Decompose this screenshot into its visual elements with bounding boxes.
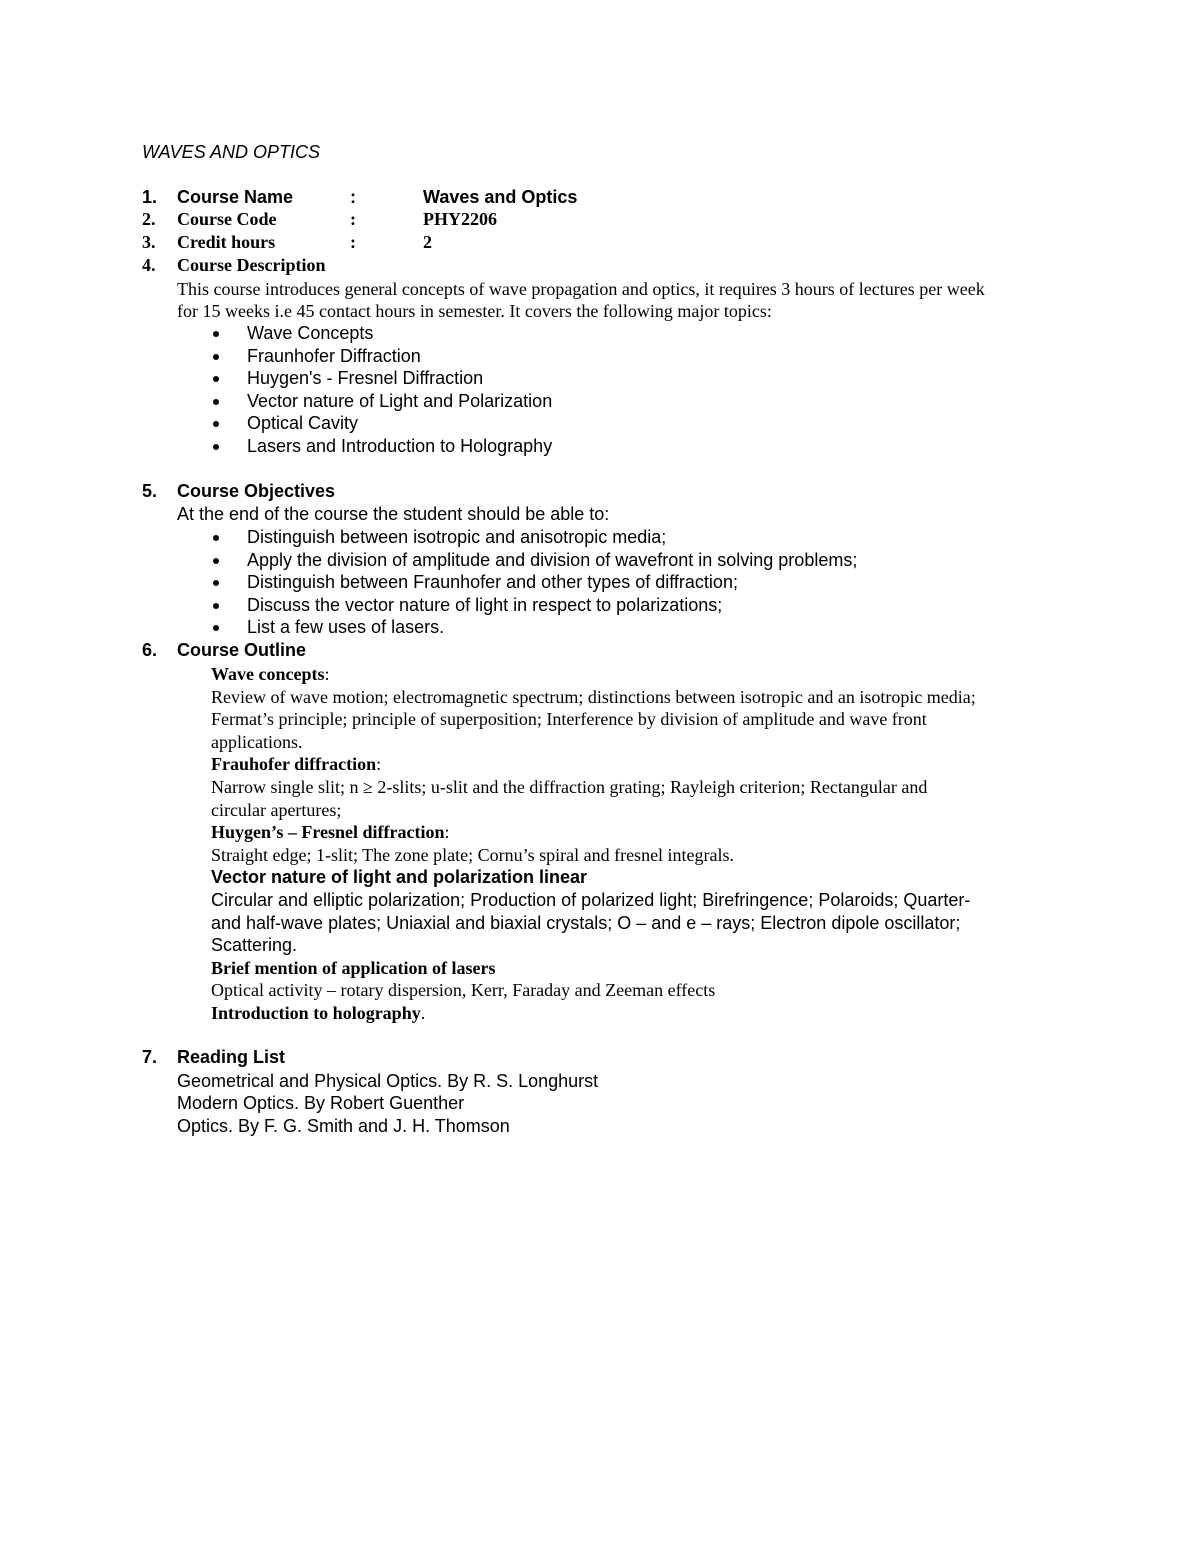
info-colon: : (350, 232, 356, 252)
section-heading-outline: Course Outline (177, 640, 307, 660)
info-colon: : (350, 209, 356, 229)
item-number: 1. (142, 187, 158, 207)
info-label: Course Code (177, 209, 277, 229)
outline-line: and half-wave plates; Uniaxial and biaxial crystals; O – and e – rays; Electron dipole oscillator; (211, 913, 961, 933)
info-label: Credit hours (177, 232, 276, 252)
outline-line: Scattering. (211, 935, 298, 955)
item-number: 4. (142, 255, 156, 275)
objectives-list (177, 526, 857, 639)
reading-item: Modern Optics. By Robert Guenther (177, 1093, 465, 1113)
bullet-icon (213, 354, 219, 360)
info-value: Waves and Optics (423, 187, 578, 207)
outline-subheading: Huygen’s – Fresnel diffraction: (211, 822, 450, 842)
outline-subheading: Vector nature of light and polarization linear (211, 867, 588, 887)
list-item: Huygen's - Fresnel Diffraction (177, 367, 552, 390)
outline-line: Optical activity – rotary dispersion, Kerr, Faraday and Zeeman effects (211, 980, 716, 1000)
list-item: Vector nature of Light and Polarization (177, 390, 552, 413)
list-item: Distinguish between Fraunhofer and other types of diffraction; (177, 571, 857, 594)
outline-line: circular apertures; (211, 800, 342, 820)
bullet-icon (213, 535, 219, 541)
info-label: Course Name (177, 187, 294, 207)
list-item: Discuss the vector nature of light in respect to polarizations; (177, 594, 857, 617)
bullet-icon (213, 421, 219, 427)
item-number: 6. (142, 640, 158, 660)
list-item: Lasers and Introduction to Holography (177, 435, 552, 458)
section-heading-reading: Reading List (177, 1047, 286, 1067)
bullet-icon (213, 376, 219, 382)
item-number: 5. (142, 481, 158, 501)
outline-subheading: Frauhofer diffraction: (211, 754, 382, 774)
description-line: This course introduces general concepts of wave propagation and optics, it requires 3 hours of lectures per week (177, 279, 985, 299)
topics-list (177, 322, 552, 458)
outline-line: Circular and elliptic polarization; Production of polarized light; Birefringence; Polaroids; Quarter- (211, 890, 971, 910)
section-heading-description: Course Description (177, 255, 326, 275)
item-number: 3. (142, 232, 156, 252)
bullet-icon (213, 444, 219, 450)
bullet-icon (213, 331, 219, 337)
list-item: List a few uses of lasers. (177, 616, 857, 639)
bullet-icon (213, 603, 219, 609)
info-value: PHY2206 (423, 209, 497, 229)
bullet-icon (213, 399, 219, 405)
list-item: Fraunhofer Diffraction (177, 345, 552, 368)
list-item: Apply the division of amplitude and division of wavefront in solving problems; (177, 549, 857, 572)
bullet-icon (213, 580, 219, 586)
item-number: 2. (142, 209, 156, 229)
outline-line: applications. (211, 732, 303, 752)
reading-item: Geometrical and Physical Optics. By R. S. Longhurst (177, 1071, 599, 1091)
list-item: Distinguish between isotropic and anisotropic media; (177, 526, 857, 549)
reading-item: Optics. By F. G. Smith and J. H. Thomson (177, 1116, 510, 1136)
info-colon: : (350, 187, 356, 207)
outline-line: Review of wave motion; electromagnetic spectrum; distinctions between isotropic and an isotropic media; (211, 687, 976, 707)
section-heading-objectives: Course Objectives (177, 481, 336, 501)
outline-line: Straight edge; 1-slit; The zone plate; Cornu’s spiral and fresnel integrals. (211, 845, 735, 865)
outline-line: Narrow single slit; n ≥ 2-slits; u-slit and the diffraction grating; Rayleigh criterion; Rectangular and (211, 777, 928, 797)
info-value: 2 (423, 232, 432, 252)
bullet-icon (213, 625, 219, 631)
description-line: for 15 weeks i.e 45 contact hours in semester. It covers the following major topics: (177, 301, 772, 321)
outline-subheading: Wave concepts: (211, 664, 330, 684)
document-title: WAVES AND OPTICS (142, 142, 321, 162)
objectives-intro: At the end of the course the student should be able to: (177, 504, 610, 524)
outline-subheading: Introduction to holography. (211, 1003, 426, 1023)
item-number: 7. (142, 1047, 158, 1067)
list-item: Optical Cavity (177, 412, 552, 435)
outline-subheading: Brief mention of application of lasers (211, 958, 496, 978)
list-item: Wave Concepts (177, 322, 552, 345)
bullet-icon (213, 558, 219, 564)
outline-line: Fermat’s principle; principle of superposition; Interference by division of amplitude and wave front (211, 709, 927, 729)
